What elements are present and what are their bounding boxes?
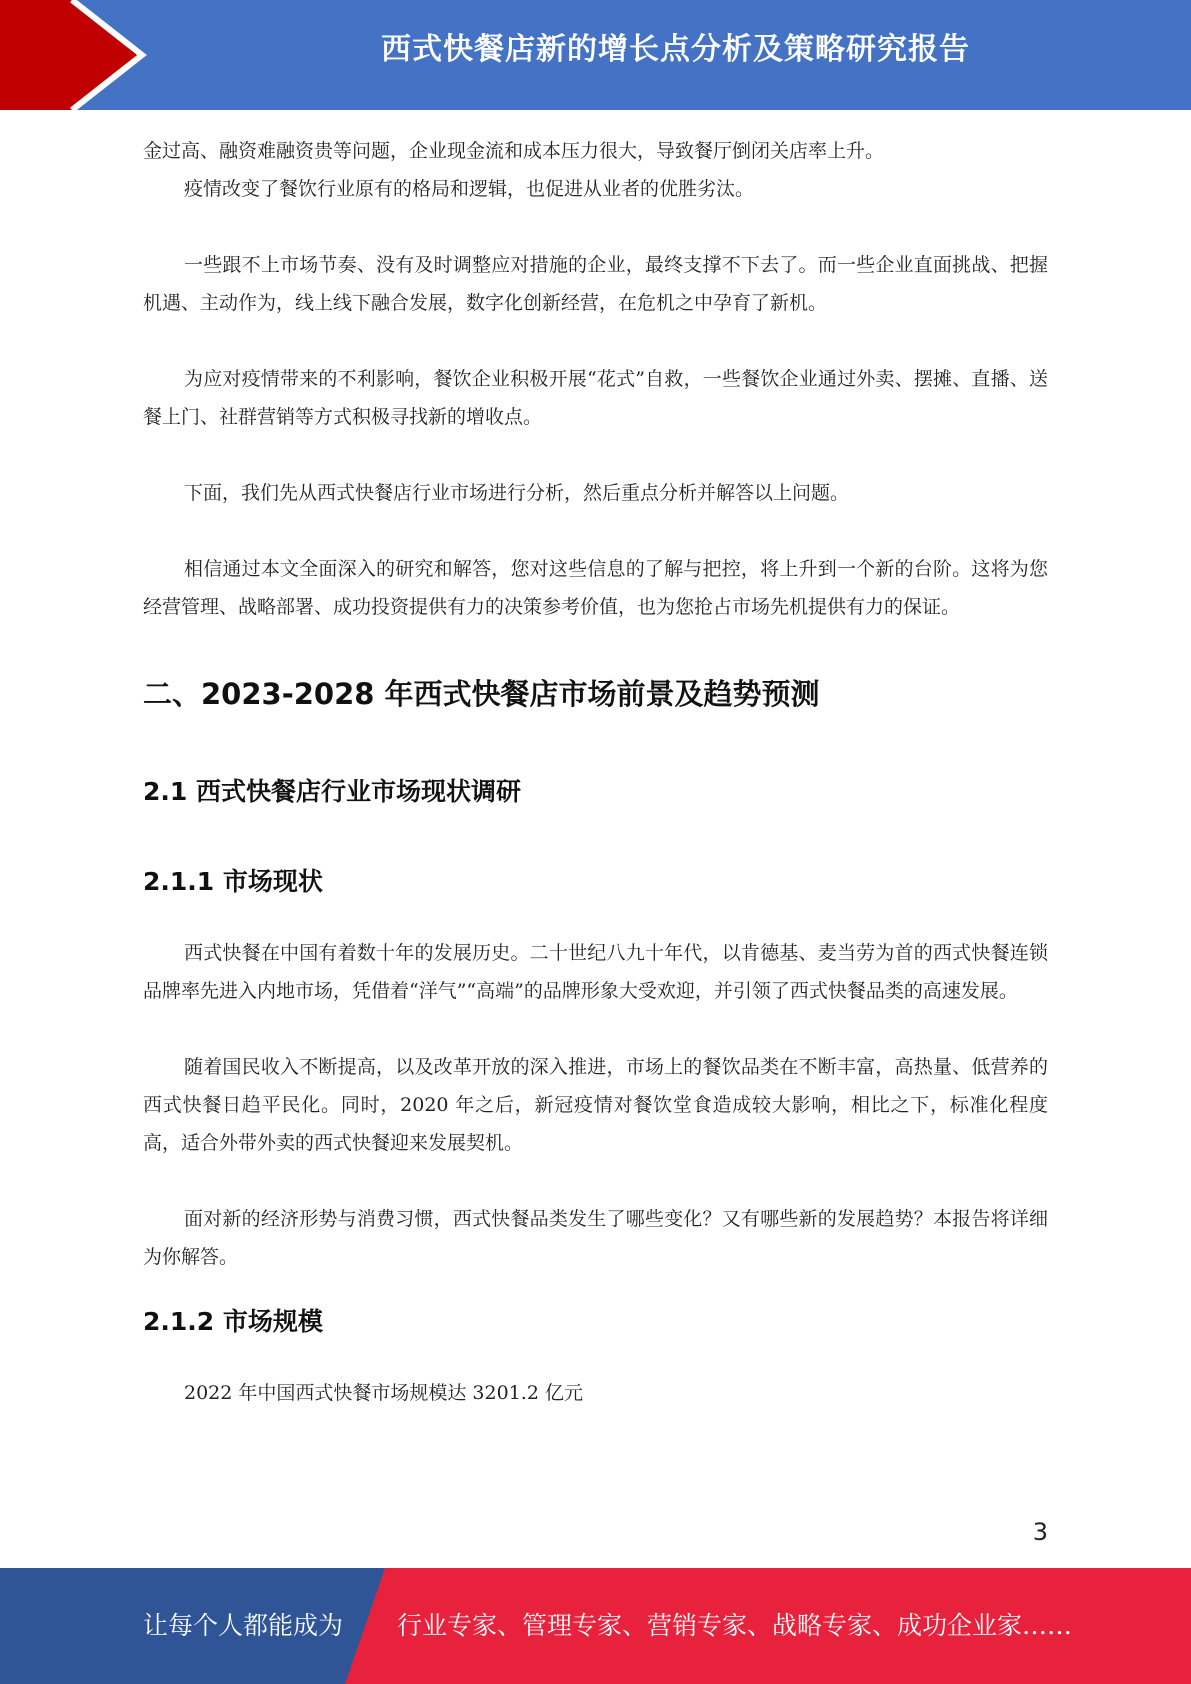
paragraph: 疫情改变了餐饮行业原有的格局和逻辑，也促进从业者的优胜劣汰。 <box>184 178 755 200</box>
section-heading: 2.1 西式快餐店行业市场现状调研 <box>143 777 521 806</box>
footer-slogan-left: 让每个人都能成为 <box>143 1611 344 1640</box>
paragraph: 为应对疫情带来的不利影响，餐饮企业积极开展“花式”自救，一些餐饮企业通过外卖、摆摊、直播、送餐上门、社群营销等方式积极寻找新的增收点。 <box>143 368 1048 428</box>
paragraph: 金过高、融资难融资贵等问题，企业现金流和成本压力很大，导致餐厅倒闭关店率上升。 <box>143 140 885 162</box>
paragraph: 相信通过本文全面深入的研究和解答，您对这些信息的了解与把控，将上升到一个新的台阶。这将为您经营管理、战略部署、成功投资提供有力的决策参考价值，也为您抢占市场先机提供有力的保证。 <box>143 558 1048 618</box>
page-number: 3 <box>1032 1518 1048 1546</box>
paragraph: 2022 年中国西式快餐市场规模达 3201.2 亿元 <box>184 1382 583 1404</box>
header-chevron-graphic <box>0 0 160 110</box>
report-title: 西式快餐店新的增长点分析及策略研究报告 <box>381 32 970 67</box>
footer-slogan-right: 行业专家、管理专家、营销专家、战略专家、成功企业家…… <box>397 1611 1073 1640</box>
paragraph: 下面，我们先从西式快餐店行业市场进行分析，然后重点分析并解答以上问题。 <box>184 482 850 504</box>
header-band <box>0 0 1191 110</box>
footer-band <box>0 1568 1191 1684</box>
subsection-heading: 2.1.2 市场规模 <box>143 1307 323 1336</box>
paragraph: 一些跟不上市场节奏、没有及时调整应对措施的企业，最终支撑不下去了。而一些企业直面挑战、把握机遇、主动作为，线上线下融合发展，数字化创新经营，在危机之中孕育了新机。 <box>143 254 1048 314</box>
paragraph: 随着国民收入不断提高，以及改革开放的深入推进，市场上的餐饮品类在不断丰富，高热量、低营养的西式快餐日趋平民化。同时，2020 年之后，新冠疫情对餐饮堂食造成较大影响，相比之下，标准化程度高，适合外带外卖的西式快餐迎来发展契机。 <box>143 1056 1048 1154</box>
document-body <box>143 132 1048 1412</box>
chapter-heading: 二、2023-2028 年西式快餐店市场前景及趋势预测 <box>143 677 820 711</box>
paragraph: 面对新的经济形势与消费习惯，西式快餐品类发生了哪些变化？又有哪些新的发展趋势？本报告将详细为你解答。 <box>143 1208 1048 1268</box>
paragraph: 西式快餐在中国有着数十年的发展历史。二十世纪八九十年代，以肯德基、麦当劳为首的西式快餐连锁品牌率先进入内地市场，凭借着“洋气”“高端”的品牌形象大受欢迎，并引领了西式快餐品类的高速发展。 <box>143 942 1048 1002</box>
subsection-heading: 2.1.1 市场现状 <box>143 867 323 896</box>
